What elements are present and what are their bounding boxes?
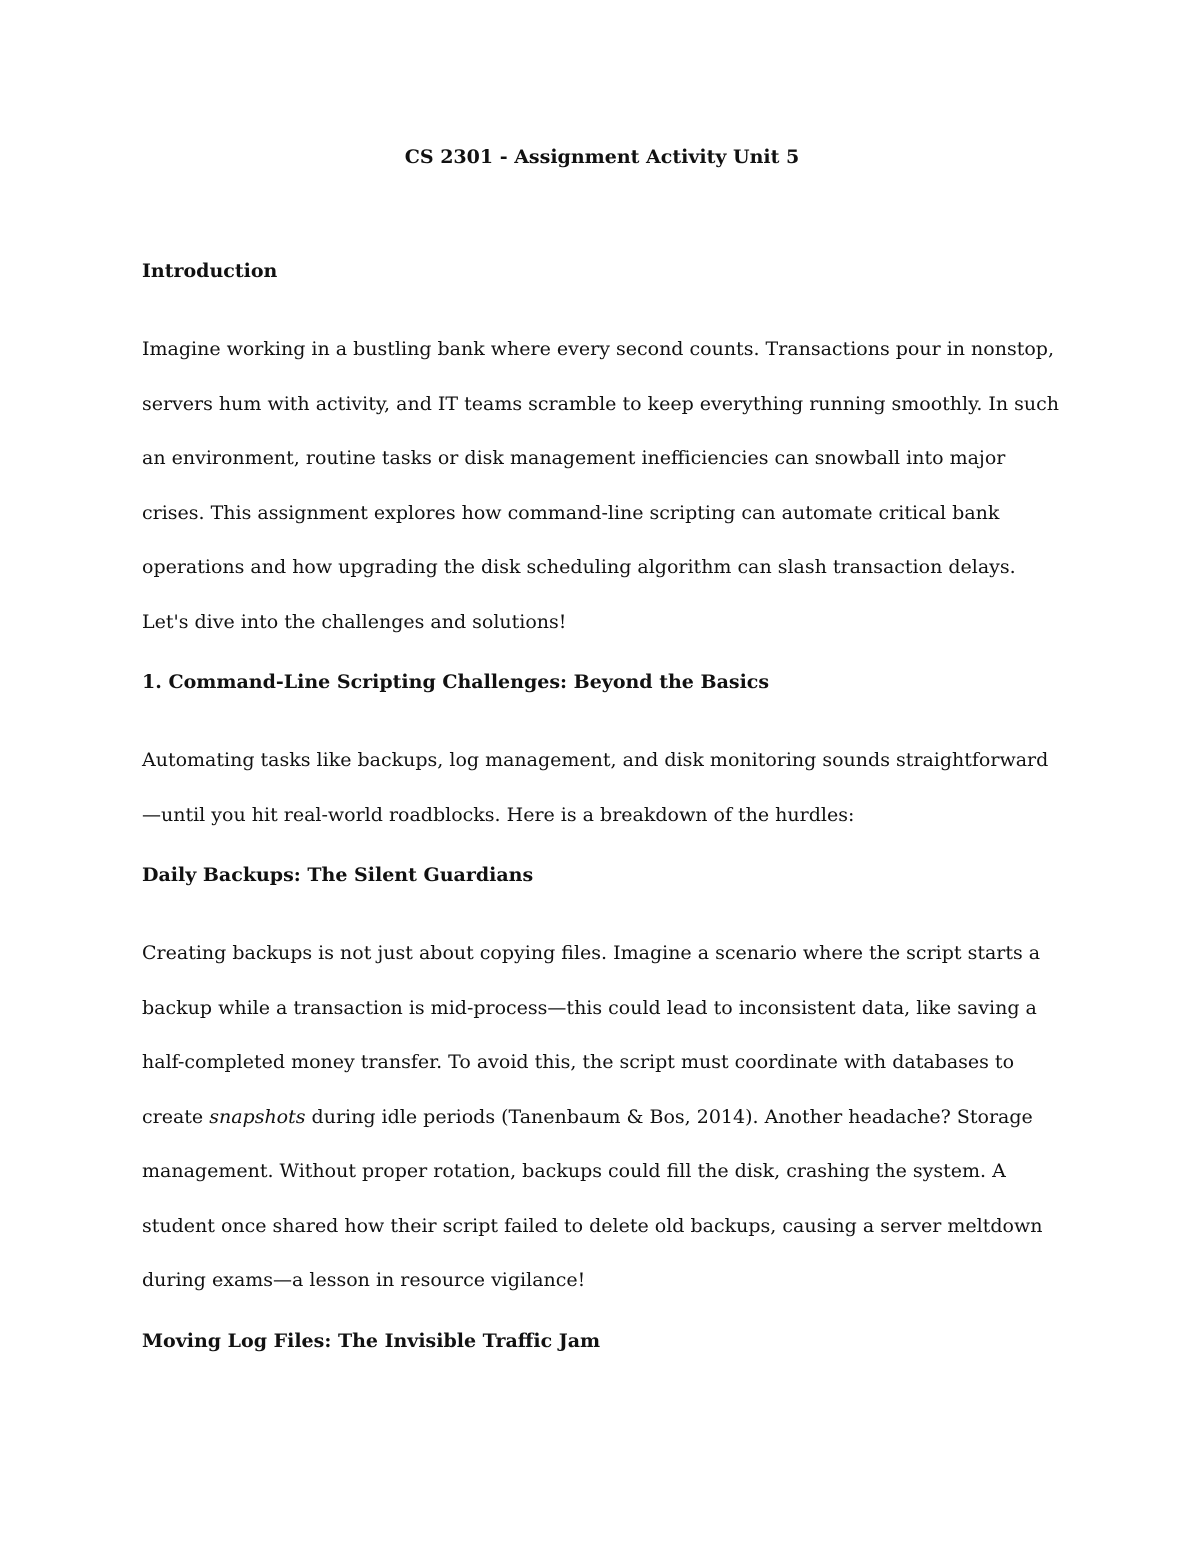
moving-log-files-heading: Moving Log Files: The Invisible Traffic Jam [142, 1329, 601, 1352]
daily-backups-text-part-2: during idle periods (Tanenbaum & Bos, 2014). Another headache? Storage management. Without proper rotation, backups could fill the disk, crashing the system. A student once shared how their script failed to delete old backups, causing a server meltdown during exams—a lesson in resource vigilance! [142, 1105, 1043, 1291]
section-1-paragraph: Automating tasks like backups, log management, and disk monitoring sounds straightforward—until you hit real-world roadblocks. Here is a breakdown of the hurdles: [142, 749, 1049, 826]
document-content [142, 140, 1062, 1392]
daily-backups-text-part-1: Creating backups is not just about copying files. Imagine a scenario where the script starts a backup while a transaction is mid-process—this could lead to inconsistent data, like saving a half-completed money transfer. To avoid this, the script must coordinate with databases to create [142, 942, 1041, 1128]
document-title: CS 2301 - Assignment Activity Unit 5 [404, 146, 800, 168]
daily-backups-heading: Daily Backups: The Silent Guardians [142, 864, 534, 886]
snapshots-emphasis: snapshots [209, 1105, 306, 1128]
introduction-heading: Introduction [142, 260, 278, 282]
introduction-paragraph: Imagine working in a bustling bank where every second counts. Transactions pour in nonstop, servers hum with activity, and IT teams scramble to keep everything running smoothly. In such an environment, routine tasks or disk management inefficiencies can snowball into major crises. This assignment explores how command-line scripting can automate critical bank operations and how upgrading the disk scheduling algorithm can slash transaction delays. Let's dive into the challenges and solutions! [142, 338, 1060, 633]
daily-backups-paragraph [142, 926, 1062, 1308]
section-1-heading: 1. Command-Line Scripting Challenges: Beyond the Basics [142, 671, 770, 693]
